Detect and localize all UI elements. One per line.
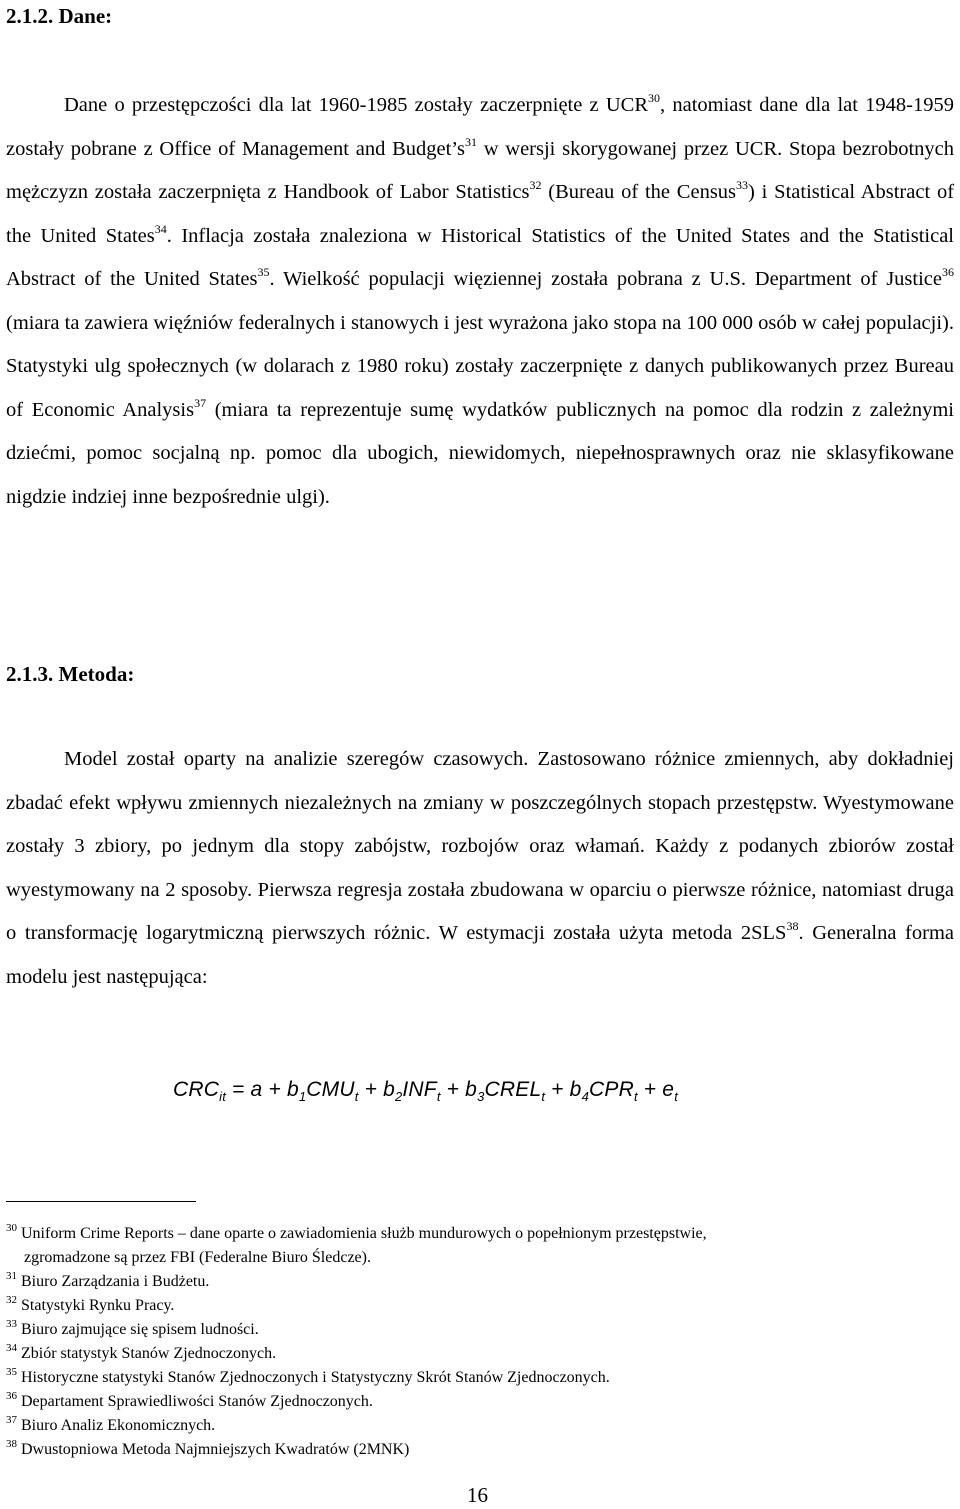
model-formula: $CRC_{it} = a + b_1CMU_t + b_2INF_t$ + $b_3CREL_t + b_4CPR_t + e_t$ (173, 1078, 678, 1105)
footnote-37: $^{37}$ Biuro Analiz Ekonomicznych. (6, 1414, 216, 1434)
footnote-ref-35[interactable]: 35 (257, 265, 270, 279)
footnote-32: $^{32}$ Statystyki Rynku Pracy. (6, 1294, 175, 1314)
footnotes-list (6, 1222, 956, 1462)
footnote-33: $^{33}$ Biuro zajmujące się spisem ludności. (6, 1318, 259, 1338)
footnote-ref-32[interactable]: 32 (529, 178, 542, 192)
footnote-ref-36[interactable]: 36 (942, 265, 954, 279)
paragraph-metoda: Model został oparty na analizie szeregów czasowych. Zastosowano różnice zmiennych, aby dokładniej zbadać efekt wpływu zmiennych niezależnych na zmiany w poszczególnych stopach przestępstw. Wyestymowane zostały 3 zbiory, po jednym dla stopy zabójstw, rozbojów oraz włamań. Każdy z podanych zbiorów został wyestymowany na 2 sposoby. Pierwsza regresja została zbudowana w oparciu o pierwsze różnice, natomiast druga o transformację logarytmiczną pierwszych różnic. W estymacji została użyta metoda 2SLS$^{38}$. Generalna forma modelu jest następująca: (6, 748, 955, 988)
footnote-ref-37[interactable]: 37 (194, 395, 207, 410)
section-heading-metoda: 2.1.3. Metoda: (6, 662, 135, 686)
page-number: 16 (467, 1483, 488, 1507)
footnote-35: $^{35}$ Historyczne statystyki Stanów Zjednoczonych i Statystyczny Skrót Stanów Zjednoczonych. (6, 1366, 610, 1386)
footnote-36: $^{36}$ Departament Sprawiedliwości Stanów Zjednoczonych. (6, 1390, 373, 1410)
footnote-ref-34[interactable]: 34 (154, 221, 167, 236)
footnote-separator (6, 1201, 196, 1202)
footnote-30: $^{30}$ Uniform Crime Reports – dane oparte o zawiadomienia służb mundurowych o popełnionym przestępstwie, zgromadzone są przez FBI (Federalne Biuro Śledcze). (6, 1222, 707, 1266)
footnote-ref-30[interactable]: 30 (648, 91, 661, 105)
section-heading-dane: 2.1.2. Dane: (6, 4, 113, 28)
footnote-ref-38[interactable]: 38 (786, 919, 799, 933)
footnote-ref-31[interactable]: 31 (464, 134, 477, 149)
footnote-ref-33[interactable]: 33 (736, 178, 749, 192)
footnote-34: $^{34}$ Zbiór statystyk Stanów Zjednoczonych. (6, 1342, 277, 1362)
footnote-31: $^{31}$ Biuro Zarządzania i Budżetu. (6, 1270, 210, 1290)
footnote-38: $^{38}$ Dwustopniowa Metoda Najmniejszych Kwadratów (2MNK) (6, 1438, 410, 1458)
paragraph-dane: Dane o przestępczości dla lat 1960-1985 zostały zaczerpnięte z UCR$^{30}$, natomiast dane dla lat 1948-1959 zostały pobrane z Office of Management and $Budget’s^{31}$ w wersji skorygowanej przez UCR. Stopa bezrobotnych mężczyzn została zaczerpnięta z Handbook of Labor Statistics$^{32}$ (Bureau of the Census$^{33}$) i Statistical Abstract of the United States$^{34}$. Inflacja została znaleziona w Historical Statistics of the United States and the Statistical Abstract of the United States$^{35}$. Wielkość populacji więziennej została pobrana z U.S. Department of Justice$^{36}$ (miara ta zawiera więźniów federalnych i stanowych i jest wyrażona jako stopa na 100 000 osób w całej populacji). Statystyki ulg społecznych (w dolarach z 1980 roku) zostały zaczerpnięte z danych publikowanych przez Bureau of Economic Analysis$^{37}$ (miara ta reprezentuje sumę wydatków publicznych na pomoc dla rodzin z zależnymi dziećmi, pomoc socjalną np. pomoc dla ubogich, niewidomych, niepełnosprawnych oraz nie sklasyfikowane nigdzie indziej inne bezpośrednie ulgi). (6, 91, 955, 508)
